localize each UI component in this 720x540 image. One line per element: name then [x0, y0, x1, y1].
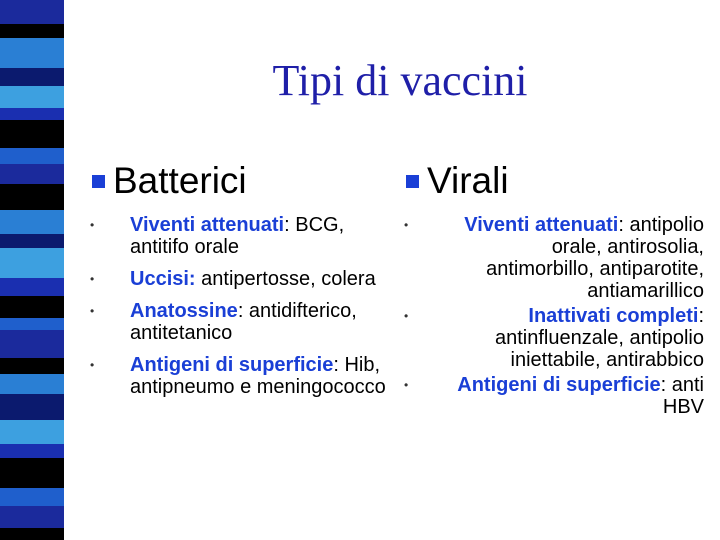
- item-sep: :: [660, 374, 667, 396]
- vaccine-list: [90, 214, 390, 398]
- stripe-block: [0, 458, 64, 488]
- list-item: [90, 354, 390, 398]
- item-term: Anatossine: [130, 300, 238, 322]
- column-virali: [404, 160, 704, 418]
- stripe-block: [0, 506, 64, 528]
- item-term: Uccisi:: [130, 268, 196, 290]
- stripe-block: [0, 444, 64, 458]
- bullet-icon: •: [90, 218, 95, 232]
- list-item: [404, 374, 704, 418]
- stripe-block: [0, 374, 64, 394]
- stripe-block: [0, 24, 64, 38]
- column-heading: [90, 160, 390, 202]
- bullet-icon: •: [90, 358, 95, 372]
- stripe-block: [0, 164, 64, 184]
- item-term: Antigeni di superficie: [457, 374, 661, 396]
- item-sep: :: [237, 300, 244, 322]
- column-batterici: [90, 160, 390, 398]
- item-term: Viventi attenuati: [130, 214, 285, 236]
- list-item: [404, 214, 704, 302]
- item-term: Inattivati completi: [528, 305, 699, 327]
- list-item: [404, 305, 704, 371]
- stripe-block: [0, 488, 64, 506]
- item-sep: :: [333, 354, 339, 376]
- stripe-block: [0, 234, 64, 248]
- stripe-block: [0, 0, 64, 24]
- item-rest: antidifterico, antitetanico: [130, 300, 357, 344]
- item-rest: antinfluenzale, antipolio iniettabile, antirabbico: [494, 327, 704, 371]
- stripe-block: [0, 86, 64, 108]
- heading-text: Virali: [427, 160, 509, 201]
- bullet-icon: •: [404, 218, 409, 232]
- item-term: Viventi attenuati: [464, 214, 619, 236]
- stripe-block: [0, 68, 64, 86]
- bullet-icon: •: [404, 309, 409, 323]
- stripe-block: [0, 296, 64, 318]
- item-rest: BCG, antitifo orale: [130, 214, 345, 258]
- item-term: Antigeni di superficie: [130, 354, 334, 376]
- stripe-block: [0, 148, 64, 164]
- vaccine-list: [404, 214, 704, 418]
- item-rest: anti HBV: [662, 374, 704, 418]
- item-sep: :: [698, 305, 704, 327]
- square-bullet-icon: [406, 175, 419, 188]
- list-item: [90, 300, 390, 344]
- stripe-block: [0, 420, 64, 444]
- slide-title: Tipi di vaccini: [272, 56, 528, 105]
- stripe-block: [0, 38, 64, 68]
- stripe-block: [0, 120, 64, 148]
- bullet-icon: •: [90, 272, 95, 286]
- decorative-stripe: [0, 0, 64, 540]
- stripe-block: [0, 210, 64, 234]
- stripe-block: [0, 358, 64, 374]
- stripe-block: [0, 184, 64, 210]
- stripe-block: [0, 318, 64, 330]
- column-heading: [404, 160, 704, 202]
- bullet-icon: •: [90, 304, 95, 318]
- stripe-block: [0, 394, 64, 420]
- item-rest: antipolio orale, antirosolia, antimorbillo, antiparotite, antiamarillico: [486, 214, 704, 302]
- stripe-block: [0, 108, 64, 120]
- stripe-block: [0, 248, 64, 278]
- bullet-icon: •: [404, 378, 409, 392]
- item-sep: :: [284, 214, 290, 236]
- square-bullet-icon: [92, 175, 105, 188]
- list-item: [90, 268, 390, 290]
- stripe-block: [0, 330, 64, 358]
- item-sep: :: [618, 214, 624, 236]
- item-rest: Hib, antipneumo e meningococco: [130, 354, 386, 398]
- stripe-block: [0, 528, 64, 540]
- stripe-block: [0, 278, 64, 296]
- heading-text: Batterici: [113, 160, 247, 201]
- item-rest: antipertosse, colera: [195, 268, 376, 290]
- list-item: [90, 214, 390, 258]
